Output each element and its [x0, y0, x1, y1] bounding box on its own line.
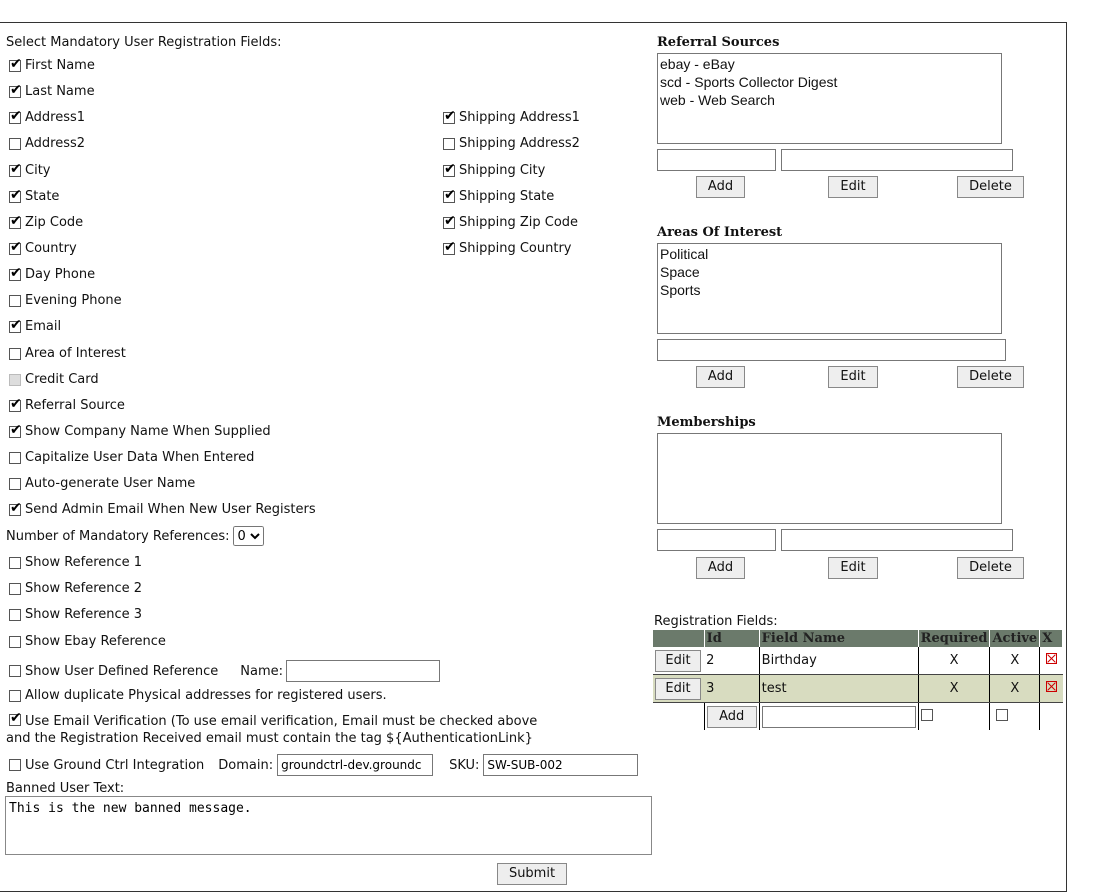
- evening-phone-checkbox[interactable]: [9, 295, 21, 307]
- ground-ctrl-row: [9, 754, 638, 776]
- id-cell: 2: [704, 647, 759, 675]
- referral-description-input[interactable]: [781, 149, 1013, 171]
- checkbox-row-address1: [9, 110, 85, 125]
- column-header: X: [1040, 630, 1063, 647]
- show-reference-1-checkbox[interactable]: [9, 557, 21, 569]
- show-company-name-when-supplied-label: Show Company Name When Supplied: [25, 424, 271, 439]
- new-required-checkbox[interactable]: [921, 709, 933, 721]
- new-active-cell: [990, 703, 1040, 731]
- list-item[interactable]: Space: [660, 264, 700, 280]
- column-header: Id: [704, 630, 759, 647]
- checkbox-row-shipping-address1: [443, 110, 580, 125]
- checkbox-row-send-admin-email-when-new-user-registers: [9, 502, 316, 517]
- email-verification-label-line1: Use Email Verification (To use email verification, Email must be checked above: [25, 714, 538, 729]
- shipping-address1-label: Shipping Address1: [459, 110, 580, 125]
- area-of-interest-input[interactable]: [657, 339, 1006, 361]
- row-edit-button[interactable]: Edit: [655, 650, 701, 672]
- checkbox-row-shipping-state: [443, 189, 554, 204]
- credit-card-label: Credit Card: [25, 372, 99, 387]
- zip-code-label: Zip Code: [25, 215, 84, 230]
- referral-add-button[interactable]: Add: [696, 176, 745, 198]
- domain-input[interactable]: [277, 754, 433, 776]
- show-company-name-when-supplied-checkbox[interactable]: [9, 426, 21, 438]
- empty-cell: [1040, 703, 1063, 731]
- checkbox-row-shipping-country: [443, 241, 572, 256]
- mandatory-references-row: [6, 526, 264, 546]
- shipping-address2-checkbox[interactable]: [443, 138, 455, 150]
- sku-label: SKU:: [449, 757, 480, 773]
- list-item[interactable]: Political: [660, 246, 709, 262]
- shipping-address1-checkbox[interactable]: [443, 112, 455, 124]
- row-edit-button[interactable]: Edit: [655, 678, 701, 700]
- shipping-address2-label: Shipping Address2: [459, 136, 580, 151]
- column-header: Active: [990, 630, 1040, 647]
- page-title: Select Mandatory User Registration Fields:: [6, 35, 282, 50]
- ground-ctrl-checkbox[interactable]: [9, 759, 21, 771]
- banned-text-area[interactable]: [5, 796, 652, 855]
- last-name-label: Last Name: [25, 84, 95, 99]
- email-verification-checkbox[interactable]: [9, 714, 21, 726]
- shipping-zip-code-checkbox[interactable]: [443, 217, 455, 229]
- user-defined-reference-checkbox[interactable]: [9, 665, 21, 677]
- registration-fields-label: Registration Fields:: [654, 614, 778, 629]
- list-item[interactable]: scd - Sports Collector Digest: [660, 74, 838, 90]
- referral-code-input[interactable]: [657, 149, 776, 171]
- empty-cell: [653, 703, 704, 731]
- referral-delete-button[interactable]: Delete: [957, 176, 1024, 198]
- auto-generate-user-name-checkbox[interactable]: [9, 478, 21, 490]
- delete-cell: [1040, 675, 1063, 703]
- memberships-title: Memberships: [657, 415, 756, 430]
- area-add-button[interactable]: Add: [696, 366, 745, 388]
- ground-ctrl-label: Use Ground Ctrl Integration: [25, 757, 205, 773]
- address1-checkbox[interactable]: [9, 112, 21, 124]
- checkbox-row-country: [9, 241, 77, 256]
- email-checkbox[interactable]: [9, 321, 21, 333]
- column-header: [653, 630, 704, 647]
- shipping-state-label: Shipping State: [459, 189, 555, 204]
- delete-icon[interactable]: [1046, 681, 1057, 692]
- area-of-interest-checkbox[interactable]: [9, 348, 21, 360]
- mandatory-references-select[interactable]: [233, 526, 264, 546]
- column-header: Field Name: [759, 630, 918, 647]
- referral-sources-title: Referral Sources: [657, 35, 780, 50]
- area-edit-button[interactable]: Edit: [828, 366, 878, 388]
- membership-code-input[interactable]: [657, 529, 776, 551]
- sku-input[interactable]: [483, 754, 638, 776]
- checkbox-row-state: [9, 189, 59, 204]
- show-reference-3-checkbox[interactable]: [9, 609, 21, 621]
- new-field-cell: [759, 703, 918, 731]
- checkbox-row-show-reference-2: [9, 581, 142, 596]
- list-item[interactable]: Sports: [660, 282, 701, 298]
- show-ebay-reference-label: Show Ebay Reference: [25, 634, 166, 649]
- shipping-city-label: Shipping City: [459, 163, 546, 178]
- referral-sources-listbox[interactable]: [657, 53, 1002, 144]
- show-ebay-reference-checkbox[interactable]: [9, 636, 21, 648]
- table-header-row: [653, 630, 1063, 647]
- add-cell: [704, 703, 759, 731]
- day-phone-checkbox[interactable]: [9, 269, 21, 281]
- state-label: State: [25, 189, 60, 204]
- submit-button[interactable]: Submit: [497, 863, 567, 885]
- checkbox-row-capitalize-user-data-when-entered: [9, 450, 254, 465]
- membership-description-input[interactable]: [781, 529, 1013, 551]
- checkbox-row-email: [9, 319, 61, 334]
- last-name-checkbox[interactable]: [9, 86, 21, 98]
- shipping-country-checkbox[interactable]: [443, 243, 455, 255]
- checkbox-row-day-phone: [9, 267, 95, 282]
- checkbox-row-city: [9, 163, 50, 178]
- checkbox-row-show-ebay-reference: [9, 634, 166, 649]
- checkbox-row-show-reference-3: [9, 607, 142, 622]
- checkbox-row-zip-code: [9, 215, 83, 230]
- user-defined-reference-row: [9, 660, 440, 682]
- checkbox-row-shipping-city: [443, 163, 545, 178]
- show-reference-2-label: Show Reference 2: [25, 581, 143, 596]
- id-cell: 3: [704, 675, 759, 703]
- country-label: Country: [25, 241, 77, 256]
- zip-code-checkbox[interactable]: [9, 217, 21, 229]
- area-delete-button[interactable]: Delete: [957, 366, 1024, 388]
- checkbox-row-credit-card: [9, 372, 99, 387]
- day-phone-label: Day Phone: [25, 267, 96, 282]
- allow-duplicate-row: [9, 688, 387, 703]
- user-defined-reference-label: Show User Defined Reference: [25, 663, 219, 679]
- checkbox-row-show-reference-1: [9, 555, 142, 570]
- membership-add-button[interactable]: Add: [696, 557, 745, 579]
- show-reference-2-checkbox[interactable]: [9, 583, 21, 595]
- capitalize-user-data-when-entered-checkbox[interactable]: [9, 452, 21, 464]
- send-admin-email-when-new-user-registers-checkbox[interactable]: [9, 504, 21, 516]
- new-active-checkbox[interactable]: [996, 709, 1008, 721]
- checkbox-row-shipping-zip-code: [443, 215, 578, 230]
- checkbox-row-address2: [9, 136, 85, 151]
- shipping-state-checkbox[interactable]: [443, 191, 455, 203]
- active-cell: X: [990, 647, 1040, 675]
- credit-card-checkbox: [9, 374, 21, 386]
- email-verification-label-line2: and the Registration Received email must contain the tag ${AuthenticationLink}: [6, 731, 533, 746]
- show-reference-1-label: Show Reference 1: [25, 555, 143, 570]
- city-checkbox[interactable]: [9, 165, 21, 177]
- required-cell: X: [918, 647, 990, 675]
- membership-delete-button[interactable]: Delete: [957, 557, 1024, 579]
- user-defined-name-label: Name:: [240, 663, 283, 679]
- checkbox-row-shipping-address2: [443, 136, 580, 151]
- first-name-checkbox[interactable]: [9, 60, 21, 72]
- show-reference-3-label: Show Reference 3: [25, 607, 143, 622]
- areas-of-interest-title: Areas Of Interest: [657, 225, 783, 240]
- list-item[interactable]: ebay - eBay: [660, 56, 735, 72]
- delete-cell: [1040, 647, 1063, 675]
- checkbox-row-last-name: [9, 84, 95, 99]
- country-checkbox[interactable]: [9, 243, 21, 255]
- email-verification-row: [9, 714, 537, 729]
- user-defined-name-input[interactable]: [286, 660, 440, 682]
- shipping-zip-code-label: Shipping Zip Code: [459, 215, 579, 230]
- table-add-row: [653, 703, 1063, 731]
- area-of-interest-label: Area of Interest: [25, 346, 126, 361]
- new-required-cell: [918, 703, 990, 731]
- city-label: City: [25, 163, 51, 178]
- registration-fields-table: [653, 630, 1063, 730]
- send-admin-email-when-new-user-registers-label: Send Admin Email When New User Registers: [25, 502, 316, 517]
- evening-phone-label: Evening Phone: [25, 293, 122, 308]
- banned-text-label: Banned User Text:: [6, 781, 125, 796]
- list-item[interactable]: web - Web Search: [660, 92, 775, 108]
- areas-of-interest-listbox[interactable]: [657, 243, 1002, 334]
- referral-edit-button[interactable]: Edit: [828, 176, 878, 198]
- memberships-listbox[interactable]: [657, 433, 1002, 524]
- capitalize-user-data-when-entered-label: Capitalize User Data When Entered: [25, 450, 255, 465]
- table-row: [653, 675, 1063, 703]
- allow-duplicate-label: Allow duplicate Physical addresses for registered users.: [25, 688, 387, 703]
- edit-cell: [653, 647, 704, 675]
- address2-checkbox[interactable]: [9, 138, 21, 150]
- column-header: Required: [918, 630, 990, 647]
- checkbox-row-area-of-interest: [9, 346, 126, 361]
- checkbox-row-auto-generate-user-name: [9, 476, 195, 491]
- address1-label: Address1: [25, 110, 86, 125]
- required-cell: X: [918, 675, 990, 703]
- new-field-name-input[interactable]: [762, 706, 916, 728]
- field-name-cell: test: [759, 675, 918, 703]
- state-checkbox[interactable]: [9, 191, 21, 203]
- add-field-button[interactable]: Add: [707, 706, 757, 728]
- shipping-country-label: Shipping Country: [459, 241, 572, 256]
- checkbox-row-referral-source: [9, 398, 125, 413]
- address2-label: Address2: [25, 136, 86, 151]
- delete-icon[interactable]: [1046, 653, 1057, 664]
- field-name-cell: Birthday: [759, 647, 918, 675]
- checkbox-row-evening-phone: [9, 293, 122, 308]
- checkbox-row-show-company-name-when-supplied: [9, 424, 271, 439]
- allow-duplicate-checkbox[interactable]: [9, 690, 21, 702]
- mandatory-references-label: Number of Mandatory References:: [6, 528, 230, 544]
- membership-edit-button[interactable]: Edit: [828, 557, 878, 579]
- active-cell: X: [990, 675, 1040, 703]
- auto-generate-user-name-label: Auto-generate User Name: [25, 476, 196, 491]
- domain-label: Domain:: [218, 757, 274, 773]
- table-row: [653, 647, 1063, 675]
- edit-cell: [653, 675, 704, 703]
- shipping-city-checkbox[interactable]: [443, 165, 455, 177]
- email-label: Email: [25, 319, 62, 334]
- referral-source-checkbox[interactable]: [9, 400, 21, 412]
- checkbox-row-first-name: [9, 58, 95, 73]
- referral-source-label: Referral Source: [25, 398, 125, 413]
- first-name-label: First Name: [25, 58, 95, 73]
